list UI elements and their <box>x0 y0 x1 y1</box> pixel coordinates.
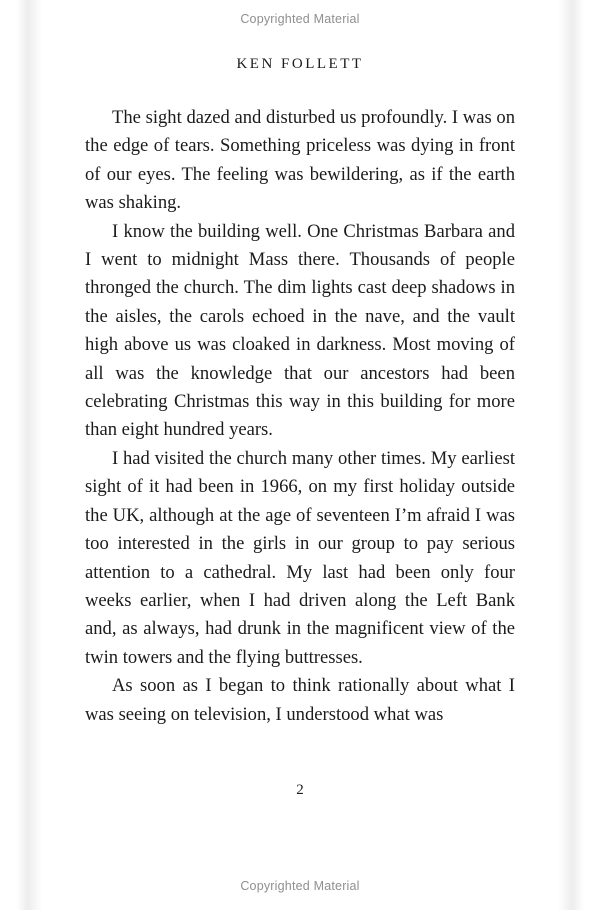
page-edge-shadow-right <box>558 0 584 910</box>
paragraph-4: As soon as I began to think rationally about what I was seeing on television, I understood what was <box>85 675 515 725</box>
paragraph-1: The sight dazed and disturbed us profoundly. I was on the edge of tears. Something priceless was dying in front of our eyes. The feeling was bewildering, as if the earth was shaking. <box>85 107 515 214</box>
body-text-block <box>85 104 515 729</box>
copyright-notice-top: Copyrighted Material <box>240 12 360 26</box>
running-header-author: KEN FOLLETT <box>236 56 364 72</box>
copyright-notice-bottom: Copyrighted Material <box>240 879 360 893</box>
page-number: 2 <box>296 782 304 798</box>
paragraph-2: I know the building well. One Christmas Barbara and I went to midnight Mass there. Thousands of people thronged the church. The dim lights cast deep shadows in the aisles, the carols echoed in the nave, and the vault high above us was cloaked in darkness. Most moving of all was the knowledge that our ancestors had been celebrating Christmas this way in this building for more than eight hundred years. <box>85 220 515 441</box>
page-edge-shadow-left <box>16 0 42 910</box>
paragraph-3: I had visited the church many other times. My earliest sight of it had been in 1966, on my first holiday outside the UK, although at the age of seventeen I’m afraid I was too interested in the girls in our group to pay serious attention to a cathedral. My last had been only four weeks earlier, when I had driven along the Left Bank and, as always, had drunk in the magnificent view of the twin towers and the flying buttresses. <box>85 447 515 668</box>
